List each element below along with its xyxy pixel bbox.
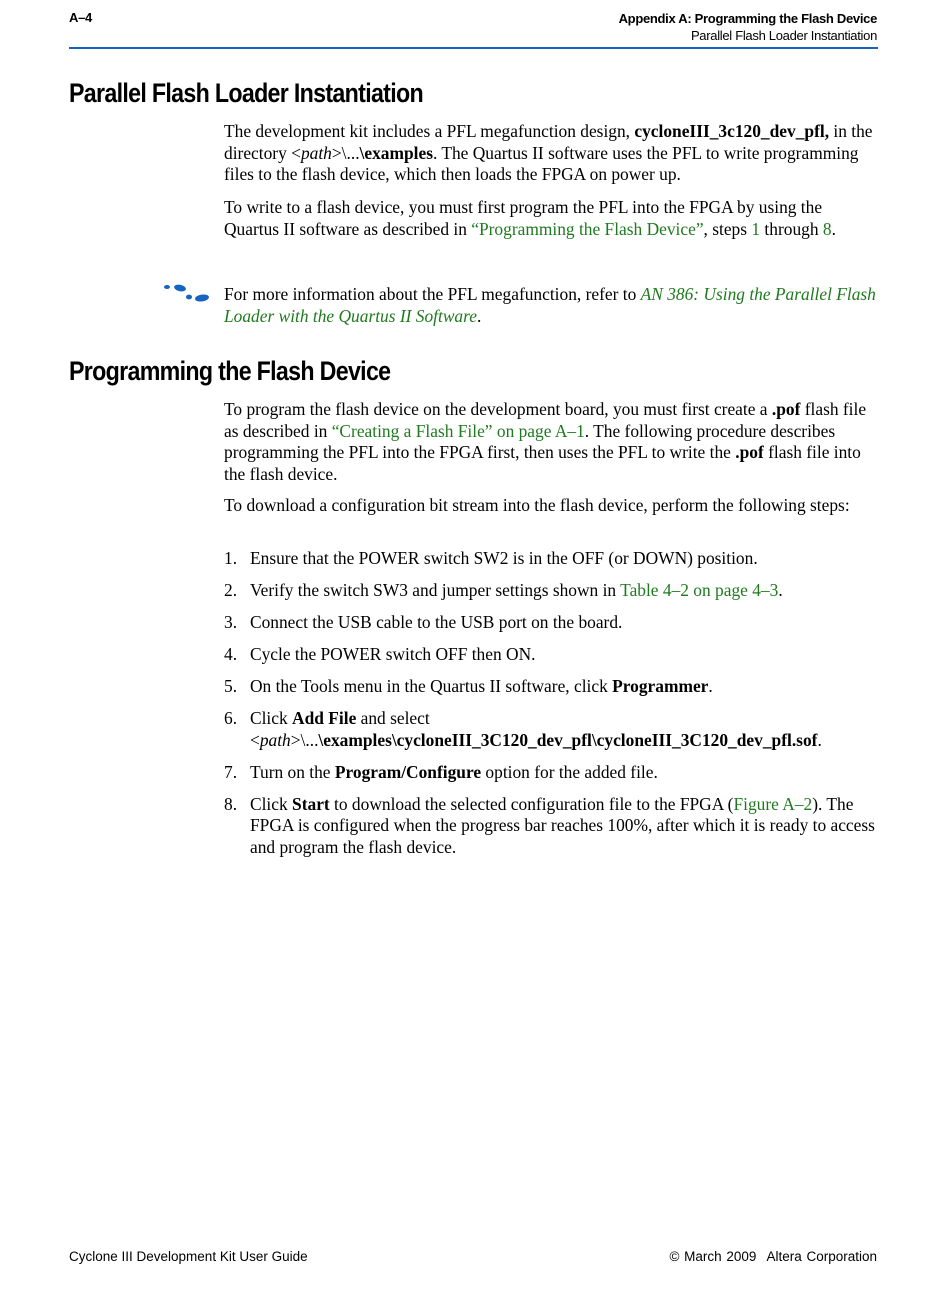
footer-title: Cyclone III Development Kit User Guide (69, 1249, 308, 1264)
list-item: 8. Click Start to download the selected configuration file to the FPGA (Figure A–2). The FPGA is configured when the progress bar reaches 100%, after which it is ready to access and program the flash device. (224, 793, 875, 857)
paragraph-download-steps: To download a configuration bit stream into the flash device, perform the following steps: (224, 495, 850, 515)
list-item: 3. Connect the USB cable to the USB port on the board. (224, 612, 623, 632)
page-number: A–4 (69, 10, 92, 25)
link-figure-a-2[interactable]: Figure A–2 (733, 793, 813, 814)
paragraph-program-flash: To program the flash device on the development board, you must first create a .pof flash file as described in “Creating a Flash File” on page A–1. The following procedure describes programming the PFL into the FPGA first, then uses the PFL to write the .pof flash file into the flash device. (224, 399, 867, 484)
paragraph-pfl-intro: The development kit includes a PFL megafunction design, cycloneIII_3c120_dev_pfl, in the directory <path>\...\examples. The Quartus II software uses the PFL to write programming files to the flash device, which then loads the FPGA on power up. (224, 121, 873, 184)
header-rule (69, 47, 878, 49)
link-step-8[interactable]: 8 (822, 218, 832, 239)
running-header (619, 10, 877, 44)
paragraph-write-flash: To write to a flash device, you must first program the PFL into the FPGA by using the Quartus II software as described in “Programming the Flash Device”, steps 1 through 8. (224, 197, 836, 239)
list-item: 6. Click Add File and select <path>\...\examples\cycloneIII_3C120_dev_pfl\cycloneIII_3C120_dev_pfl.sof. (224, 708, 822, 750)
list-item: 4. Cycle the POWER switch OFF then ON. (224, 644, 536, 664)
section-heading-programming-flash: Programming the Flash Device (69, 356, 391, 386)
note-pfl-reference: For more information about the PFL megafunction, refer to AN 386: Using the Parallel Flash Loader with the Quartus II Software. (224, 284, 876, 326)
link-an-386[interactable]: AN 386: Using the Parallel Flash Loader with the Quartus II Software (224, 284, 876, 326)
procedure-steps (224, 548, 878, 869)
footer-company: Altera Corporation (766, 1249, 877, 1264)
list-item: 1. Ensure that the POWER switch SW2 is in the OFF (or DOWN) position. (224, 548, 758, 568)
list-item: 7. Turn on the Program/Configure option for the added file. (224, 761, 658, 782)
link-creating-flash-file[interactable]: “Creating a Flash File” on page A–1 (331, 420, 585, 441)
link-programming-flash-device[interactable]: “Programming the Flash Device” (471, 218, 704, 239)
list-item: 5. On the Tools menu in the Quartus II software, click Programmer. (224, 676, 713, 696)
link-table-4-2[interactable]: Table 4–2 on page 4–3 (620, 580, 779, 600)
footprints-icon (163, 283, 211, 305)
list-item: 2. Verify the switch SW3 and jumper settings shown in Table 4–2 on page 4–3. (224, 580, 783, 600)
section-heading-pfl-instantiation: Parallel Flash Loader Instantiation (69, 78, 423, 108)
section-title: Parallel Flash Loader Instantiation (690, 28, 877, 43)
link-step-1[interactable]: 1 (751, 218, 761, 239)
footer-date: © March 2009 (669, 1249, 757, 1264)
footer-copyright (669, 1249, 877, 1264)
chapter-title: Appendix A: Programming the Flash Device (618, 11, 877, 26)
